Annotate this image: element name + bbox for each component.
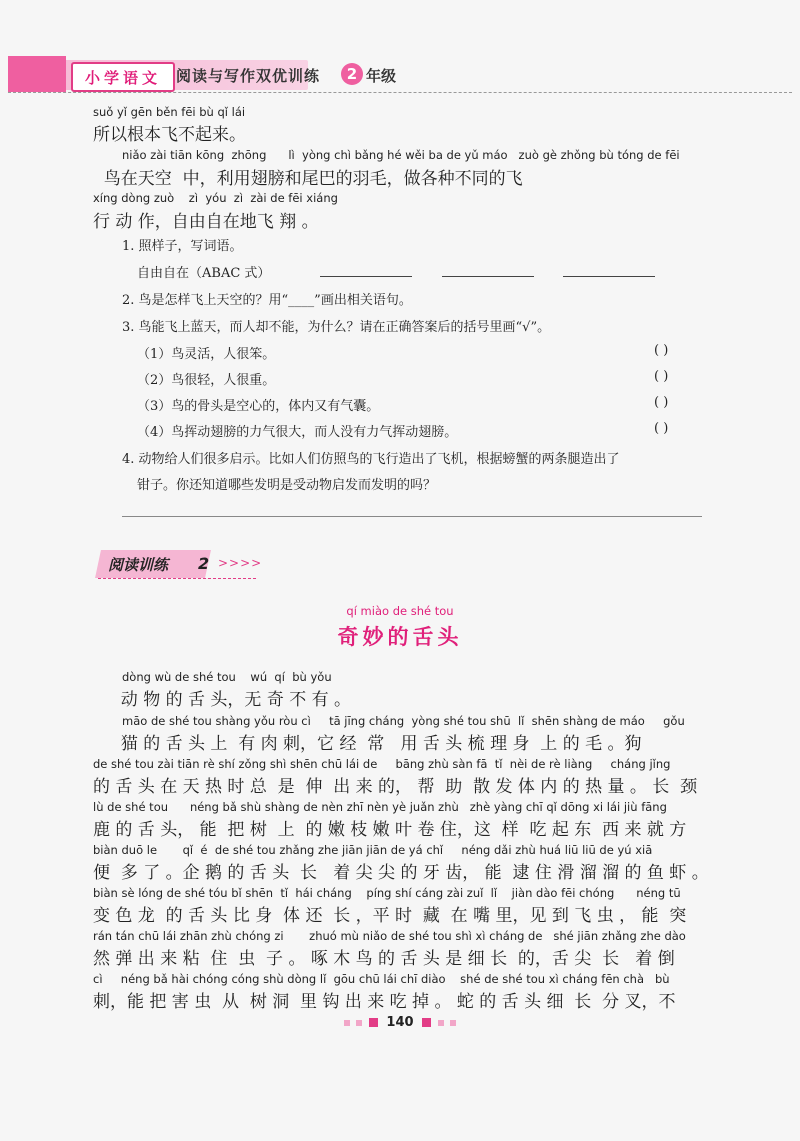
decor-square bbox=[422, 1018, 431, 1027]
page-number: 140 bbox=[386, 1015, 414, 1030]
pinyin-line: xíng dòng zuò zì yóu zì zài de fēi xiáng bbox=[93, 191, 338, 205]
question-1-example: 自由自在（ABAC 式） bbox=[137, 266, 271, 281]
decor-square bbox=[369, 1018, 378, 1027]
text-line: 鹿 的 舌 头， 能 把 树 上 的 嫩 枝 嫩 叶 卷 住，这 样 吃 起 东 西 来 就 方 bbox=[93, 820, 687, 840]
question-4-line-2: 钳子。你还知道哪些发明是受动物启发而发明的吗？ bbox=[137, 478, 437, 493]
option-3: （3）鸟的骨头是空心的，体内又有气囊。 bbox=[137, 399, 380, 414]
text-line: 鸟在天空 中，利用翅膀和尾巴的羽毛，做各种不同的飞 bbox=[93, 169, 523, 189]
chevrons-icon: >>>> bbox=[218, 556, 263, 570]
text-line: 的 舌 头 在 天 热 时 总 是 伸 出 来 的， 帮 助 散 发 体 内 的 热 量 。 长 颈 bbox=[93, 777, 698, 797]
question-3: 3. 鸟能飞上蓝天，而人却不能，为什么？请在正确答案后的括号里画“√”。 bbox=[122, 320, 551, 335]
option-2: （2）鸟很轻，人很重。 bbox=[137, 373, 276, 388]
question-1: 1. 照样子，写词语。 bbox=[122, 239, 243, 254]
question-4-line-1: 4. 动物给人们很多启示。比如人们仿照鸟的飞行造出了飞机，根据螃蟹的两条腿造出了 bbox=[122, 452, 620, 467]
pinyin-line: cì néng bǎ hài chóng cóng shù dòng lǐ gōu chū lái chī diào shé de shé tou xì cháng fēn chà bù bbox=[93, 972, 670, 986]
pinyin-line: biàn sè lóng de shé tóu bǐ shēn tǐ hái cháng píng shí cáng zài zuǐ lǐ jiàn dào fēi chóng néng tū bbox=[93, 886, 681, 900]
decor-dot bbox=[450, 1020, 456, 1026]
header-divider bbox=[8, 92, 792, 93]
decor-dot bbox=[438, 1020, 444, 1026]
grade-number: 2 bbox=[341, 63, 363, 85]
series-title: 阅读与写作双优训练 bbox=[176, 67, 321, 85]
section-title: 阅读训练 bbox=[108, 556, 169, 574]
decor-dot bbox=[344, 1020, 350, 1026]
grade-label: 年级 bbox=[366, 67, 397, 85]
subject-badge: 小学语文 bbox=[71, 62, 175, 92]
book-header bbox=[8, 56, 798, 92]
pinyin-line: biàn duō le qǐ é de shé tou zhǎng zhe jiān jiān de yá chǐ néng dǎi zhù huá liū liū de yú xiā bbox=[93, 843, 653, 857]
pinyin-line: suǒ yǐ gēn běn fēi bù qǐ lái bbox=[93, 105, 246, 119]
page-footer bbox=[0, 1015, 800, 1030]
answer-line[interactable] bbox=[122, 516, 702, 517]
text-line: 行 动 作，自由自在地飞 翔 。 bbox=[93, 212, 319, 232]
answer-blank[interactable] bbox=[320, 276, 412, 277]
text-line: 变 色 龙 的 舌 头 比 身 体 还 长 ，平 时 藏 在 嘴 里，见 到 飞 虫 ， 能 突 bbox=[93, 906, 687, 926]
answer-blank[interactable] bbox=[563, 276, 655, 277]
pinyin-line: māo de shé tou shàng yǒu ròu cì tā jīng cháng yòng shé tou shū lǐ shēn shàng de máo gǒu bbox=[122, 714, 685, 728]
answer-parentheses[interactable]: ( ) bbox=[654, 421, 669, 436]
text-line: 猫 的 舌 头 上 有 肉 刺，它 经 常 用 舌 头 梳 理 身 上 的 毛 。狗 bbox=[110, 734, 642, 754]
pinyin-line: rán tán chū lái zhān zhù chóng zi zhuó mù niǎo de shé tou shì xì cháng de shé jiān zhǎng zhe dào bbox=[93, 929, 686, 943]
title-pinyin: qí miào de shé tou bbox=[346, 604, 454, 618]
pinyin-line: lù de shé tou néng bǎ shù shàng de nèn zhī nèn yè juǎn zhù zhè yàng chī qǐ dōng xi lái jiù fāng bbox=[93, 800, 667, 814]
passage-title: 奇妙的舌头 bbox=[337, 625, 463, 649]
answer-parentheses[interactable]: ( ) bbox=[654, 395, 669, 410]
option-1: （1）鸟灵活，人很笨。 bbox=[137, 347, 276, 362]
answer-blank[interactable] bbox=[442, 276, 534, 277]
question-2: 2. 鸟是怎样飞上天空的？用“____”画出相关语句。 bbox=[122, 293, 412, 308]
section-number: 2 bbox=[198, 554, 210, 573]
pinyin-line: niǎo zài tiān kōng zhōng lì yòng chì bǎng hé wěi ba de yǔ máo zuò gè zhǒng bù tóng de fēi bbox=[122, 148, 680, 162]
text-line: 刺，能 把 害 虫 从 树 洞 里 钩 出 来 吃 掉 。 蛇 的 舌 头 细 长 分 叉，不 bbox=[93, 992, 676, 1012]
pinyin-line: de shé tou zài tiān rè shí zǒng shì shēn chū lái de bāng zhù sàn fā tǐ nèi de rè liàng cháng jǐng bbox=[93, 757, 671, 771]
section-underline bbox=[98, 578, 256, 579]
answer-parentheses[interactable]: ( ) bbox=[654, 343, 669, 358]
answer-parentheses[interactable]: ( ) bbox=[654, 369, 669, 384]
header-accent-block bbox=[8, 56, 66, 92]
text-line: 然 弹 出 来 粘 住 虫 子 。 啄 木 鸟 的 舌 头 是 细 长 的，舌 尖 长 着 倒 bbox=[93, 949, 675, 969]
pinyin-line: dòng wù de shé tou wú qí bù yǒu bbox=[122, 670, 332, 684]
decor-dot bbox=[356, 1020, 362, 1026]
text-line: 所以根本飞不起来。 bbox=[93, 125, 246, 145]
option-4: （4）鸟挥动翅膀的力气很大，而人没有力气挥动翅膀。 bbox=[137, 425, 458, 440]
text-line: 便 多 了 。企 鹅 的 舌 头 长 着 尖 尖 的 牙 齿， 能 逮 住 滑 溜 溜 的 鱼 虾 。 bbox=[93, 863, 709, 883]
text-line: 动 物 的 舌 头，无 奇 不 有 。 bbox=[110, 690, 352, 710]
section-label bbox=[98, 550, 318, 580]
